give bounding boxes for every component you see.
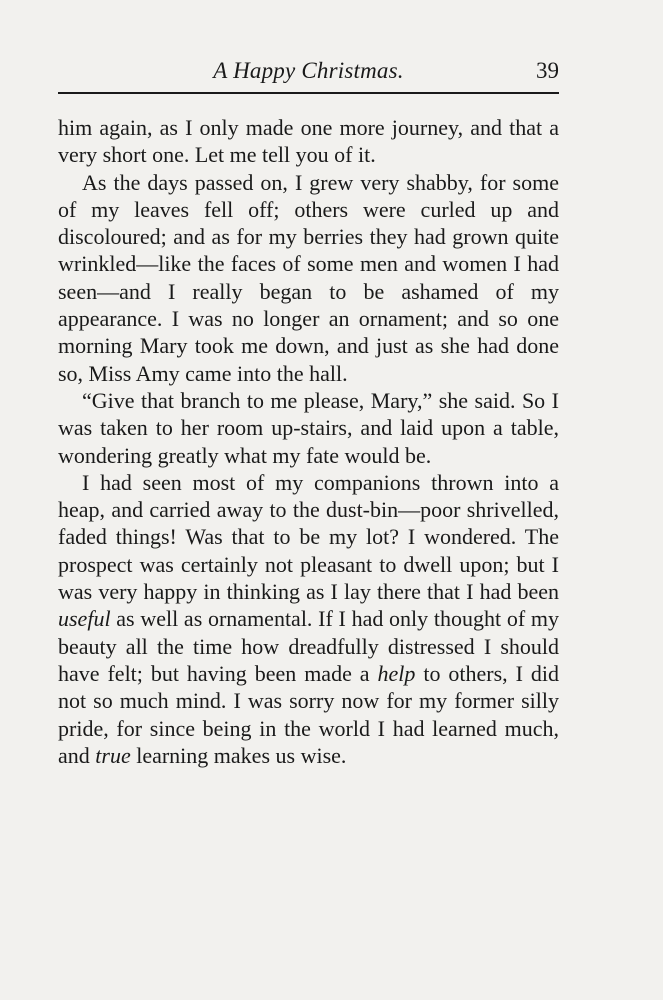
- page-number: 39: [536, 58, 559, 83]
- emphasis-useful: useful: [58, 606, 111, 632]
- paragraph-4-part-b: as well as ornamental. If I had only thought of my beauty all the time how dreadfully distressed I should have felt; but having been made a: [58, 606, 559, 686]
- paragraph-2: As the days passed on, I grew very shabby, for some of my leaves fell off; others were curled up and discoloured; and as for my berries they had grown quite wrinkled—like the faces of some men and women I had seen—and I really began to be ashamed of my appearance. I was no longer an ornament; and so one morning Mary took me down, and just as she had done so, Miss Amy came into the hall.: [58, 169, 559, 386]
- book-page: [58, 52, 559, 769]
- emphasis-true: true: [95, 742, 131, 768]
- body-text: [58, 114, 559, 769]
- paragraph-4-part-d: learning makes us wise.: [130, 742, 347, 768]
- paragraph-4-part-a: I had seen most of my companions thrown into a heap, and carried away to the dust-bin—poor shrivelled, faded things! Was that to be my lot? I wondered. The prospect was certainly not pleasant to dwell upon; but I was very happy in thinking as I lay there that I had been: [58, 469, 559, 605]
- emphasis-help: help: [377, 660, 416, 686]
- paragraph-3: “Give that branch to me please, Mary,” she said. So I was taken to her room up-stairs, and laid upon a table, wondering greatly what my fate would be.: [58, 387, 559, 468]
- running-title: A Happy Christmas.: [213, 58, 404, 83]
- paragraph-4: [58, 469, 559, 769]
- paragraph-4-part-c: to others, I did not so much mind. I was sorry now for my former silly pride, for since being in the world I had learned much, and: [58, 660, 559, 768]
- header-rule: [58, 92, 559, 94]
- paragraph-1: him again, as I only made one more journey, and that a very short one. Let me tell you of it.: [58, 115, 559, 168]
- page-header: [58, 52, 559, 88]
